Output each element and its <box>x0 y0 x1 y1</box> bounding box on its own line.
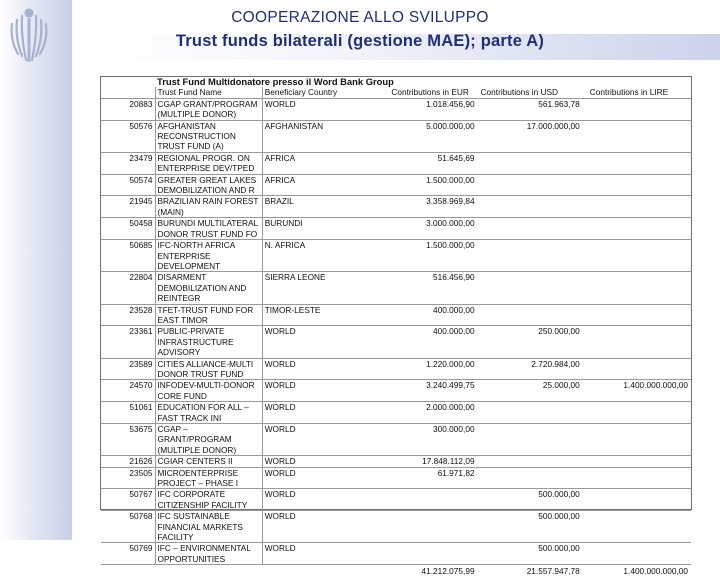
page-title: COOPERAZIONE ALLO SVILUPPO <box>231 9 489 26</box>
row-fund-name: MICROENTERPRISE PROJECT – PHASE I <box>155 467 262 489</box>
row-eur: 1.220.000,00 <box>369 358 476 380</box>
row-lire <box>584 240 691 272</box>
row-code: 23589 <box>101 358 155 380</box>
row-country: AFRICA <box>262 152 369 174</box>
row-usd <box>477 304 584 326</box>
column-header-lire: Contributions in LIRE <box>584 87 691 98</box>
empty-cell <box>262 565 369 577</box>
row-code: 50769 <box>101 543 155 565</box>
row-usd <box>477 218 584 240</box>
row-usd: 250.000,00 <box>477 326 584 358</box>
row-lire <box>584 218 691 240</box>
row-eur: 400.000,00 <box>369 304 476 326</box>
row-lire <box>584 152 691 174</box>
row-lire <box>584 98 691 120</box>
table-row <box>101 358 691 380</box>
row-eur: 1.500.000,00 <box>369 174 476 196</box>
total-usd: 21.557.947,78 <box>526 566 580 577</box>
row-fund-name: IFC – ENVIRONMENTAL OPPORTUNITIES <box>155 543 262 565</box>
table-row <box>101 174 691 196</box>
row-usd <box>477 467 584 489</box>
trust-fund-table-frame <box>100 76 692 577</box>
row-eur: 1.500.000,00 <box>369 240 476 272</box>
row-lire <box>584 456 691 467</box>
row-eur: 51.645,69 <box>369 152 476 174</box>
table-row <box>101 152 691 174</box>
row-country: WORLD <box>262 424 369 456</box>
row-lire <box>584 272 691 304</box>
row-lire <box>584 358 691 380</box>
row-usd: 500.000,00 <box>477 489 584 511</box>
row-eur: 400.000,00 <box>369 326 476 358</box>
row-usd: 561.963,78 <box>477 98 584 120</box>
row-usd <box>477 174 584 196</box>
row-code: 50458 <box>101 218 155 240</box>
row-lire <box>584 120 691 152</box>
table-row <box>101 511 691 543</box>
table-row <box>101 304 691 326</box>
table-row <box>101 326 691 358</box>
table-row <box>101 218 691 240</box>
row-fund-name: BRAZILIAN RAIN FOREST (MAIN) <box>155 196 262 218</box>
row-eur: 3.358.969,84 <box>369 196 476 218</box>
table-row <box>101 380 691 402</box>
table-title-row <box>101 77 691 87</box>
empty-cell <box>101 565 155 577</box>
table-title: Trust Fund Multidonatore presso il Word Bank Group <box>157 77 394 87</box>
row-fund-name: GREATER GREAT LAKES DEMOBILIZATION AND R <box>155 174 262 196</box>
row-code: 23361 <box>101 326 155 358</box>
row-eur: 3.000.000,00 <box>369 218 476 240</box>
row-fund-name: AFGHANISTAN RECONSTRUCTION TRUST FUND (A) <box>155 120 262 152</box>
row-code: 23505 <box>101 467 155 489</box>
row-country: WORLD <box>262 326 369 358</box>
row-usd <box>477 240 584 272</box>
table-row <box>101 402 691 424</box>
table-row <box>101 98 691 120</box>
column-header-country: Beneficiary Country <box>262 87 369 98</box>
row-usd <box>477 196 584 218</box>
row-country: WORLD <box>262 402 369 424</box>
row-lire <box>584 304 691 326</box>
totals-row <box>101 565 691 577</box>
table-row <box>101 272 691 304</box>
row-code: 24570 <box>101 380 155 402</box>
row-usd <box>477 272 584 304</box>
row-lire <box>584 511 691 543</box>
row-code: 20883 <box>101 98 155 120</box>
row-lire <box>584 402 691 424</box>
row-usd: 25.000,00 <box>477 380 584 402</box>
table-row <box>101 240 691 272</box>
row-fund-name: IFC-NORTH AFRICA ENTERPRISE DEVELOPMENT <box>155 240 262 272</box>
row-lire <box>584 489 691 511</box>
row-country: WORLD <box>262 467 369 489</box>
row-code: 21945 <box>101 196 155 218</box>
decorative-side-band <box>0 0 72 540</box>
column-header-name: Trust Fund Name <box>155 87 262 98</box>
row-code: 23528 <box>101 304 155 326</box>
row-country: WORLD <box>262 98 369 120</box>
row-eur: 300.000,00 <box>369 424 476 456</box>
table-row <box>101 456 691 467</box>
table-row <box>101 467 691 489</box>
row-eur <box>369 543 476 565</box>
row-fund-name: INFODEV-MULTI-DONOR CORE FUND <box>155 380 262 402</box>
row-lire <box>584 424 691 456</box>
row-code: 51061 <box>101 402 155 424</box>
row-code: 23479 <box>101 152 155 174</box>
row-country: BRAZIL <box>262 196 369 218</box>
row-fund-name: REGIONAL PROGR. ON ENTERPRISE DEV/TPED <box>155 152 262 174</box>
row-eur: 516.456,90 <box>369 272 476 304</box>
row-country: WORLD <box>262 380 369 402</box>
row-lire <box>584 467 691 489</box>
row-country: N. AFRICA <box>262 240 369 272</box>
row-usd <box>477 424 584 456</box>
row-code: 50685 <box>101 240 155 272</box>
table-row <box>101 120 691 152</box>
row-eur: 17.848.112,09 <box>369 456 476 467</box>
row-usd: 2.720.984,00 <box>477 358 584 380</box>
row-usd <box>477 402 584 424</box>
row-fund-name: IFC CORPORATE CITIZENSHIP FACILITY <box>155 489 262 511</box>
column-header-usd: Contributions in USD <box>477 87 584 98</box>
row-fund-name: PUBLIC-PRIVATE INFRASTRUCTURE ADVISORY <box>155 326 262 358</box>
row-code: 21626 <box>101 456 155 467</box>
table-row <box>101 196 691 218</box>
row-eur: 2.000.000,00 <box>369 402 476 424</box>
trust-fund-table <box>101 77 691 577</box>
table-row <box>101 489 691 511</box>
row-lire <box>584 543 691 565</box>
row-usd <box>477 456 584 467</box>
table-row <box>101 424 691 456</box>
row-usd: 17.000.000,00 <box>477 120 584 152</box>
row-fund-name: TFET-TRUST FUND FOR EAST TIMOR <box>155 304 262 326</box>
row-eur: 1.018.456,90 <box>369 98 476 120</box>
row-fund-name: CGIAR CENTERS II <box>155 456 262 467</box>
row-country: WORLD <box>262 456 369 467</box>
row-fund-name: CITIES ALLIANCE-MULTI DONOR TRUST FUND <box>155 358 262 380</box>
row-country: WORLD <box>262 511 369 543</box>
row-eur <box>369 511 476 543</box>
row-country: AFGHANISTAN <box>262 120 369 152</box>
row-country: WORLD <box>262 358 369 380</box>
row-country: WORLD <box>262 543 369 565</box>
row-fund-name: BURUNDI MULTILATERAL DONOR TRUST FUND FO <box>155 218 262 240</box>
row-country: TIMOR-LESTE <box>262 304 369 326</box>
row-country: WORLD <box>262 489 369 511</box>
row-eur <box>369 489 476 511</box>
row-country: SIERRA LEONE <box>262 272 369 304</box>
row-fund-name: DISARMENT DEMOBILIZATION AND REINTEGR <box>155 272 262 304</box>
row-code: 50767 <box>101 489 155 511</box>
row-lire: 1.400.000.000,00 <box>584 380 691 402</box>
row-country: AFRICA <box>262 174 369 196</box>
empty-cell <box>155 565 262 577</box>
total-eur: 41.212.075,99 <box>421 566 475 577</box>
row-code: 50574 <box>101 174 155 196</box>
table-header-row <box>101 87 691 98</box>
row-fund-name: CGAP GRANT/PROGRAM (MULTIPLE DONOR) <box>155 98 262 120</box>
row-fund-name: EDUCATION FOR ALL – FAST TRACK INI <box>155 402 262 424</box>
row-code: 53675 <box>101 424 155 456</box>
row-usd: 500.000,00 <box>477 543 584 565</box>
row-eur: 5.000.000,00 <box>369 120 476 152</box>
row-eur: 61.971,82 <box>369 467 476 489</box>
row-code: 50768 <box>101 511 155 543</box>
row-usd: 500.000,00 <box>477 511 584 543</box>
page-subtitle: Trust funds bilaterali (gestione MAE); parte A) <box>175 32 545 50</box>
row-code: 22804 <box>101 272 155 304</box>
row-usd <box>477 152 584 174</box>
row-lire <box>584 326 691 358</box>
row-fund-name: IFC SUSTAINABLE FINANCIAL MARKETS FACILITY <box>155 511 262 543</box>
row-code: 50576 <box>101 120 155 152</box>
table-row <box>101 543 691 565</box>
row-lire <box>584 174 691 196</box>
column-header-eur: Contributions in EUR <box>369 87 476 98</box>
row-lire <box>584 196 691 218</box>
row-country: BURUNDI <box>262 218 369 240</box>
total-lire: 1.400.000.000,00 <box>623 566 688 577</box>
row-eur: 3.240.499,75 <box>369 380 476 402</box>
row-fund-name: CGAP – GRANT/PROGRAM (MULTIPLE DONOR) <box>155 424 262 456</box>
